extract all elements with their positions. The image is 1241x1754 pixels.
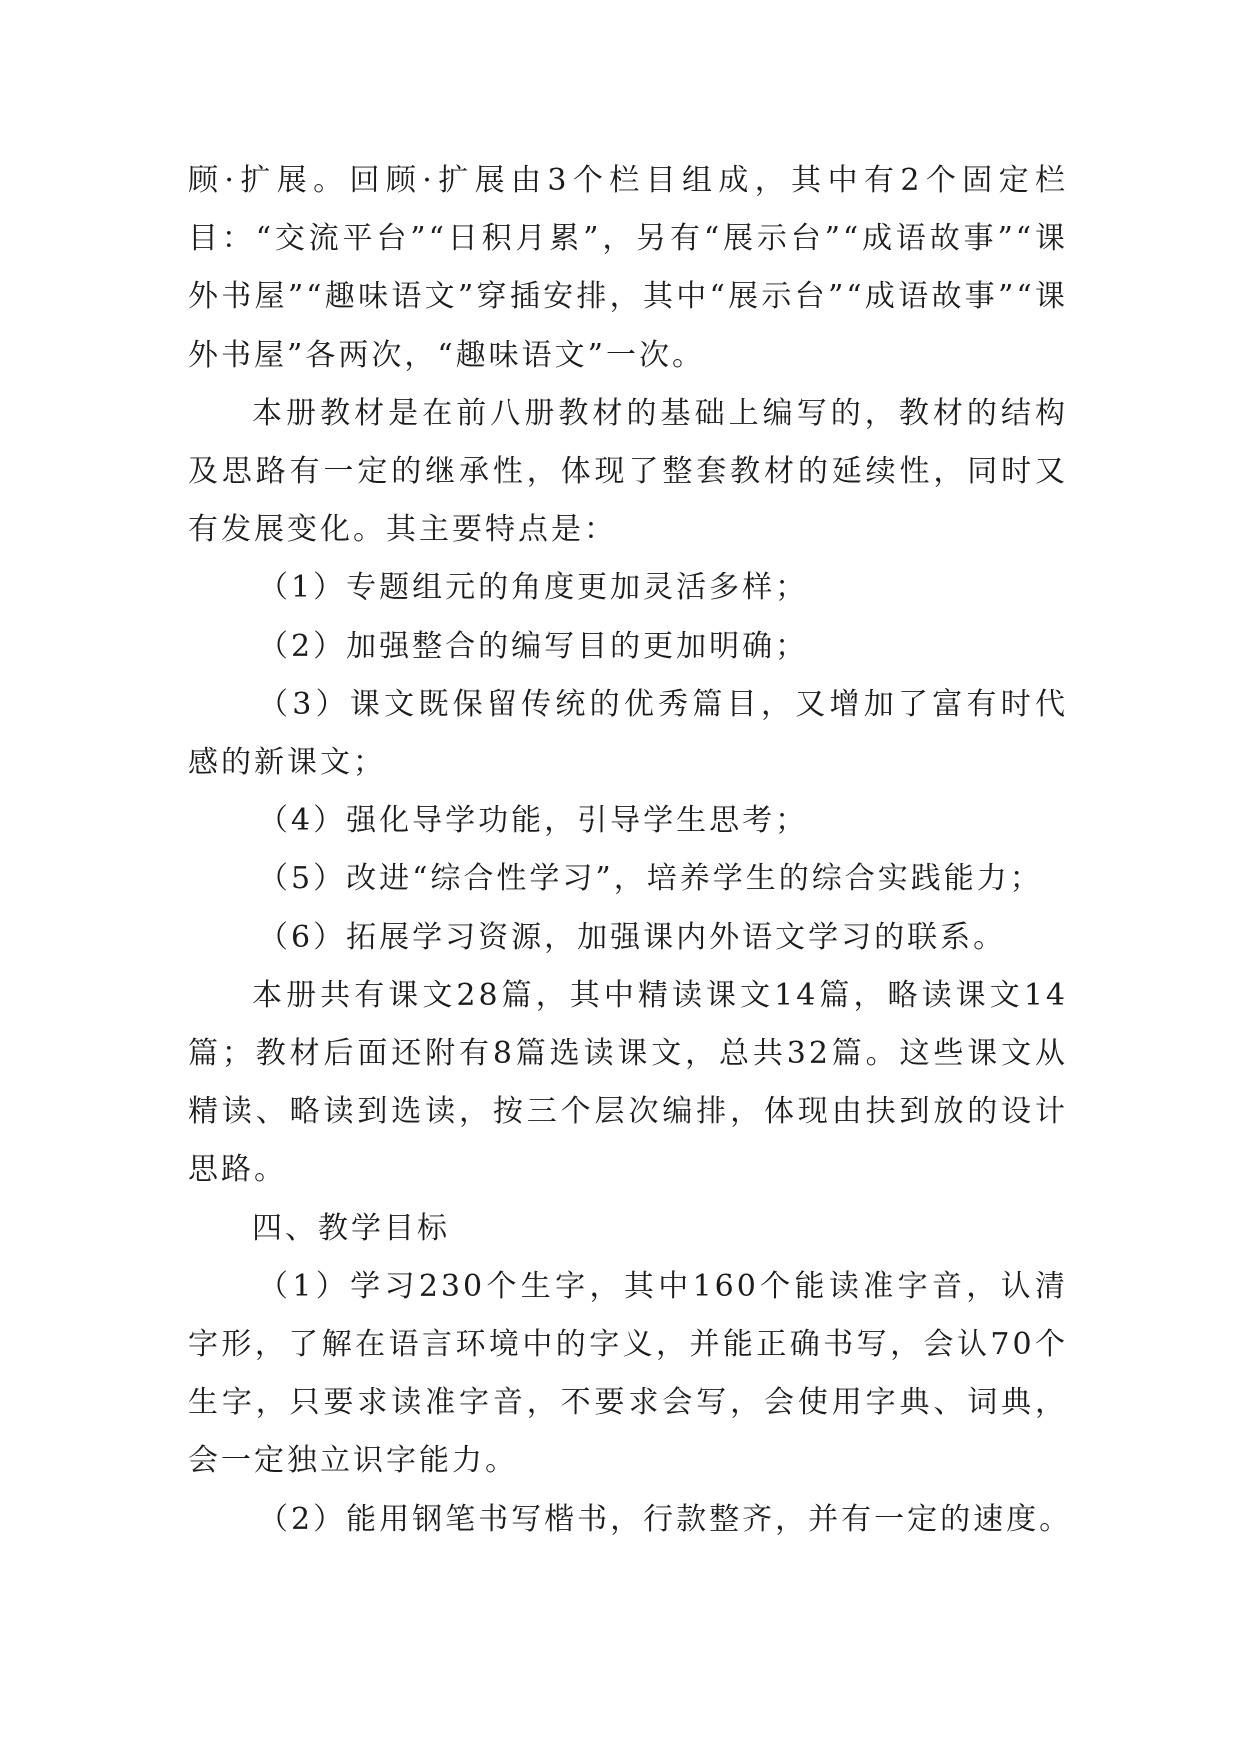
paragraph-review-extension: 顾·扩展。回顾·扩展由3个栏目组成，其中有2个固定栏目：“交流平台”“日积月累”，另有“展示台”“成语故事”“课外书屋”“趣味语文”穿插安排，其中“展示台”“成语故事”“课外书屋”各两次，“趣味语文”一次。 <box>188 163 1068 373</box>
feature-item-6: （6）拓展学习资源，加强课内外语文学习的联系。 <box>258 919 1007 955</box>
paragraph-textbook-features: 本册教材是在前八册教材的基础上编写的，教材的结构及思路有一定的继承性，体现了整套教材的延续性，同时又有发展变化。其主要特点是： <box>188 395 1068 548</box>
section-heading-teaching-goals: 四、教学目标 <box>252 1210 450 1246</box>
goal-item-1: （1）学习230个生字，其中160个能读准字音，认清字形，了解在语言环境中的字义，并能正确书写，会认70个生字，只要求读准字音，不要求会写，会使用字典、词典，会一定独立识字能力。 <box>188 1268 1068 1479</box>
feature-item-4: （4）强化导学功能，引导学生思考； <box>258 803 809 839</box>
paragraph-lesson-count: 本册共有课文28篇，其中精读课文14篇，略读课文14篇；教材后面还附有8篇选读课文，总共32篇。这些课文从精读、略读到选读，按三个层次编排，体现由扶到放的设计思路。 <box>188 977 1068 1188</box>
goal-item-2: （2）能用钢笔书写楷书，行款整齐，并有一定的速度。 <box>258 1501 1073 1537</box>
feature-item-5: （5）改进“综合性学习”，培养学生的综合实践能力； <box>258 861 1043 897</box>
feature-item-2: （2）加强整合的编写目的更加明确； <box>258 628 809 664</box>
feature-item-3: （3）课文既保留传统的优秀篇目，又增加了富有时代感的新课文； <box>188 686 1068 781</box>
feature-item-1: （1）专题组元的角度更加灵活多样； <box>258 570 809 606</box>
document-body <box>188 152 1073 1549</box>
